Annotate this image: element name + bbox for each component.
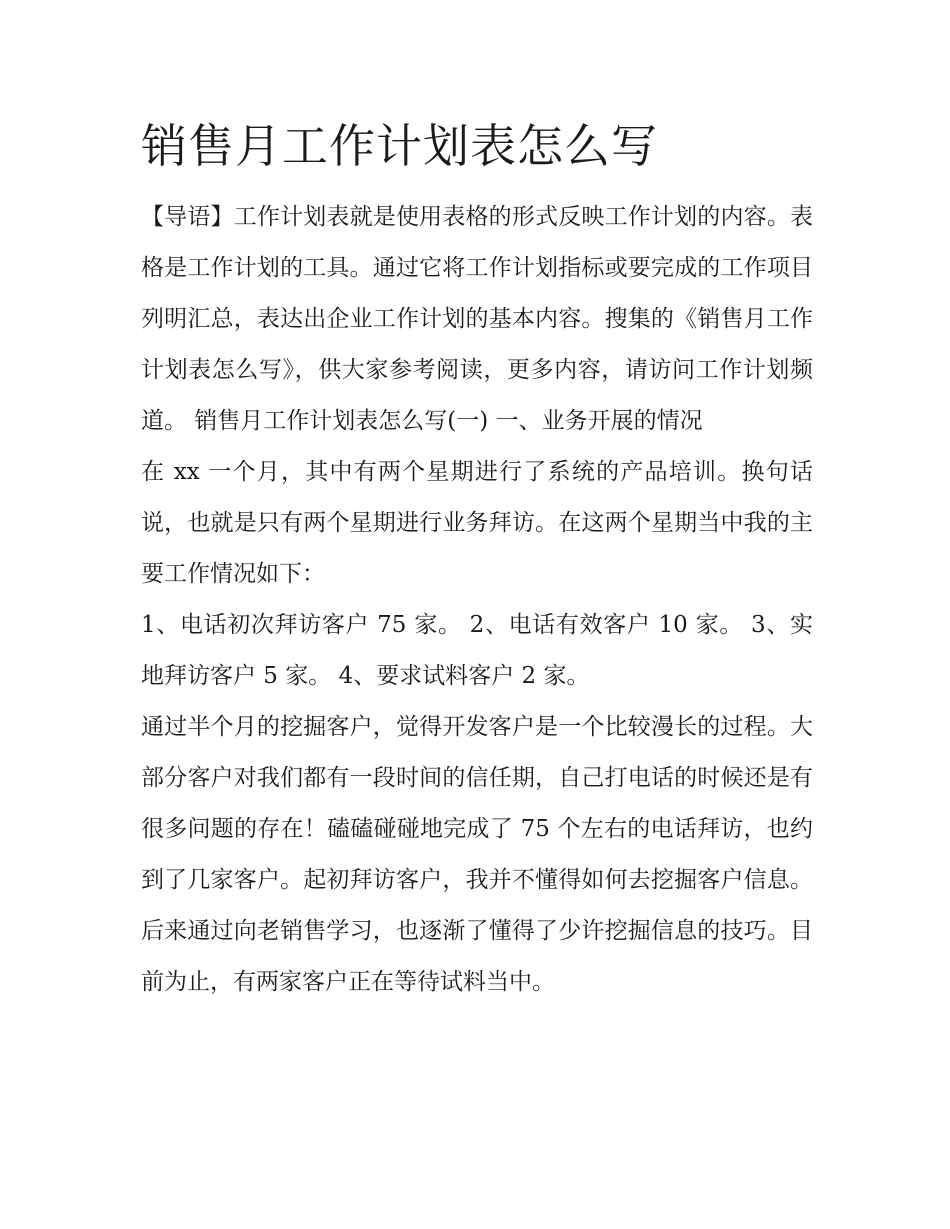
paragraph-reflection: 通过半个月的挖掘客户，觉得开发客户是一个比较漫长的过程。大部分客户对我们都有一段时间的信任期，自己打电话的时候还是有很多问题的存在！磕磕碰碰地完成了 75 个左右的电话拜访，也约到了几家客户。起初拜访客户，我并不懂得如何去挖掘客户信息。后来通过向老销售学习，也逐渐了懂得了少许挖掘信息的技巧。目前为止，有两家客户正在等待试料当中。 bbox=[141, 714, 813, 995]
document-body bbox=[141, 110, 813, 1008]
document-title: 销售月工作计划表怎么写 bbox=[141, 119, 658, 173]
paragraph-work-stats: 1、电话初次拜访客户 75 家。 2、电话有效客户 10 家。 3、实地拜访客户 5 家。 4、要求试料客户 2 家。 bbox=[141, 612, 813, 689]
paragraph-work-overview: 在 xx 一个月，其中有两个星期进行了系统的产品培训。换句话说，也就是只有两个星期进行业务拜访。在这两个星期当中我的主要工作情况如下： bbox=[141, 459, 813, 587]
paragraph-intro: 【导语】工作计划表就是使用表格的形式反映工作计划的内容。表格是工作计划的工具。通过它将工作计划指标或要完成的工作项目列明汇总，表达出企业工作计划的基本内容。搜集的《销售月工作计划表怎么写》，供大家参考阅读，更多内容，请访问工作计划频道。 销售月工作计划表怎么写(一) 一、业务开展的情况 bbox=[141, 204, 813, 434]
